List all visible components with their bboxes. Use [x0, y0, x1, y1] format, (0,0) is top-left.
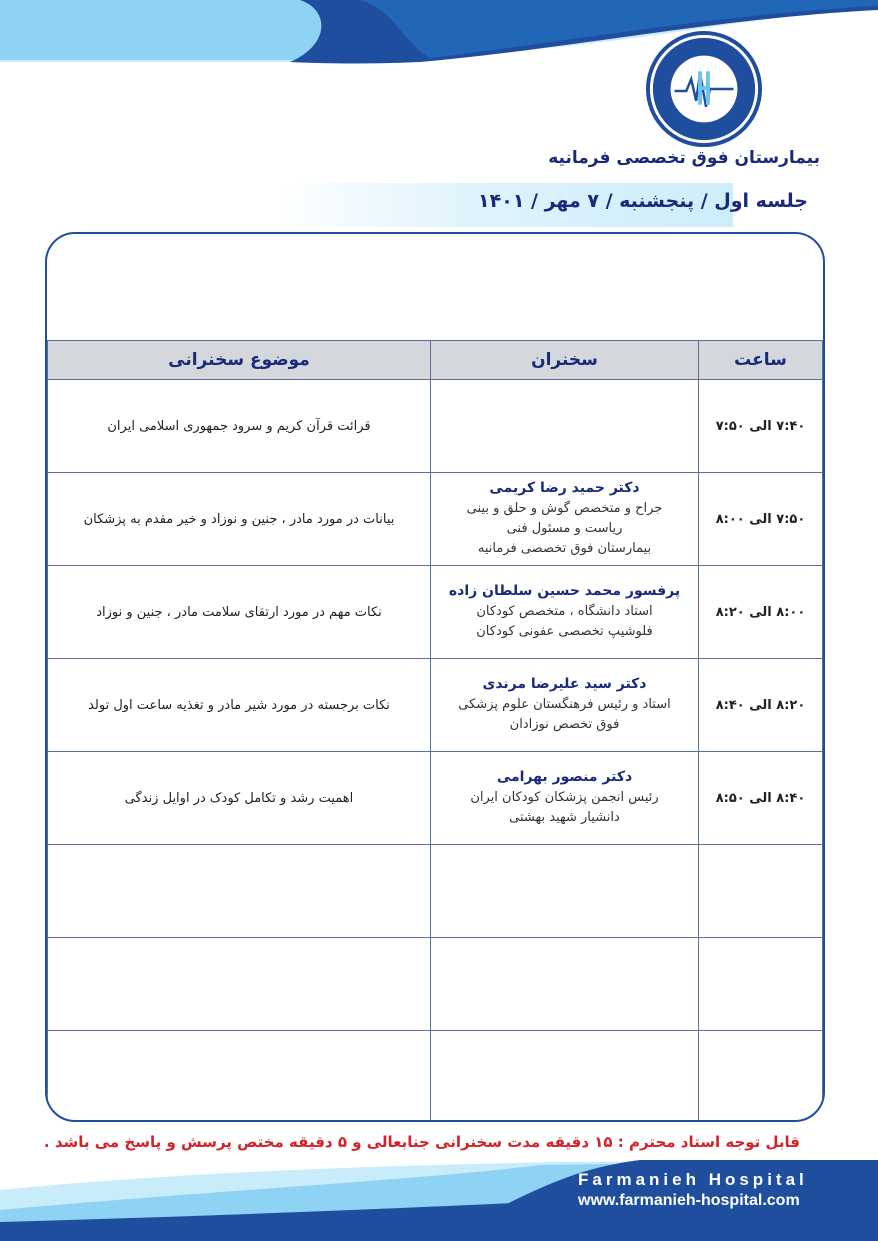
table-row — [48, 845, 823, 938]
time-cell: ۸:۰۰ الی ۸:۲۰ — [699, 566, 823, 659]
header-speaker: سخنران — [431, 341, 699, 380]
topic-cell: نکات برجسته در مورد شیر مادر و تغذیه ساعت اول تولد — [48, 659, 431, 752]
time-cell: ۸:۴۰ الی ۸:۵۰ — [699, 752, 823, 845]
speaker-cell — [431, 473, 699, 566]
hospital-name: بیمارستان فوق تخصصی فرمانیه — [548, 148, 820, 168]
time-cell — [699, 1031, 823, 1123]
speaker-name: پرفسور محمد حسین سلطان زاده — [448, 582, 681, 599]
speaker-cell — [431, 845, 699, 938]
header-time: ساعت — [699, 341, 823, 380]
table-row — [48, 566, 823, 659]
table-header-row — [48, 341, 823, 380]
speaker-description: استاد دانشگاه ، متخصص کودکان فلوشیپ تخصصی عفونی کودکان — [476, 603, 653, 639]
time-cell: ۸:۲۰ الی ۸:۴۰ — [699, 659, 823, 752]
session-title: جلسه اول / پنجشنبه / ۷ مهر / ۱۴۰۱ — [478, 190, 808, 212]
schedule-table — [47, 340, 823, 1122]
speaker-description: رئیس انجمن پزشکان کودکان ایران دانشیار شهید بهشتی — [470, 789, 659, 825]
table-row — [48, 659, 823, 752]
topic-cell: نکات مهم در مورد ارتقای سلامت مادر ، جنین و نوزاد — [48, 566, 431, 659]
time-cell: ۷:۵۰ الی ۸:۰۰ — [699, 473, 823, 566]
speaker-cell — [431, 659, 699, 752]
footer-url[interactable]: www.farmanieh-hospital.com — [578, 1192, 800, 1209]
table-row — [48, 380, 823, 473]
table-row — [48, 473, 823, 566]
time-cell — [699, 938, 823, 1031]
table-row — [48, 752, 823, 845]
time-cell: ۷:۴۰ الی ۷:۵۰ — [699, 380, 823, 473]
speaker-description: استاد و رئیس فرهنگستان علوم پزشکی فوق تخصص نوزادان — [458, 696, 671, 732]
hospital-logo — [645, 30, 763, 148]
footer — [578, 1170, 808, 1210]
speaker-cell — [431, 938, 699, 1031]
speaker-cell — [431, 1031, 699, 1123]
table-row — [48, 1031, 823, 1123]
topic-cell: بیانات در مورد مادر ، جنین و نوزاد و خیر مقدم به پزشکان — [48, 473, 431, 566]
footer-hospital-name: Farmanieh Hospital — [578, 1170, 808, 1189]
topic-cell — [48, 1031, 431, 1123]
speaker-description: جراح و متخصص گوش و حلق و بینی ریاست و مسئول فنی بیمارستان فوق تخصصی فرمانیه — [466, 500, 663, 556]
speaker-cell — [431, 752, 699, 845]
topic-cell: اهمیت رشد و تکامل کودک در اوایل زندگی — [48, 752, 431, 845]
topic-cell — [48, 938, 431, 1031]
topic-cell — [48, 845, 431, 938]
speaker-name: دکتر سید علیرضا مرندی — [482, 675, 647, 692]
speaker-cell — [431, 566, 699, 659]
speaker-cell — [431, 380, 699, 473]
table-row — [48, 938, 823, 1031]
schedule-frame — [45, 232, 825, 1122]
speaker-notice: قابل توجه استاد محترم : ۱۵ دقیقه مدت سخنرانی جنابعالی و ۵ دقیقه مختص پرسش و پاسخ می باشد . — [43, 1133, 800, 1151]
speaker-name: دکتر حمید رضا کریمی — [489, 479, 640, 496]
speaker-name: دکتر منصور بهرامی — [496, 768, 633, 785]
topic-cell: قرائت قرآن کریم و سرود جمهوری اسلامی ایران — [48, 380, 431, 473]
header-topic: موضوع سخنرانی — [48, 341, 431, 380]
time-cell — [699, 845, 823, 938]
